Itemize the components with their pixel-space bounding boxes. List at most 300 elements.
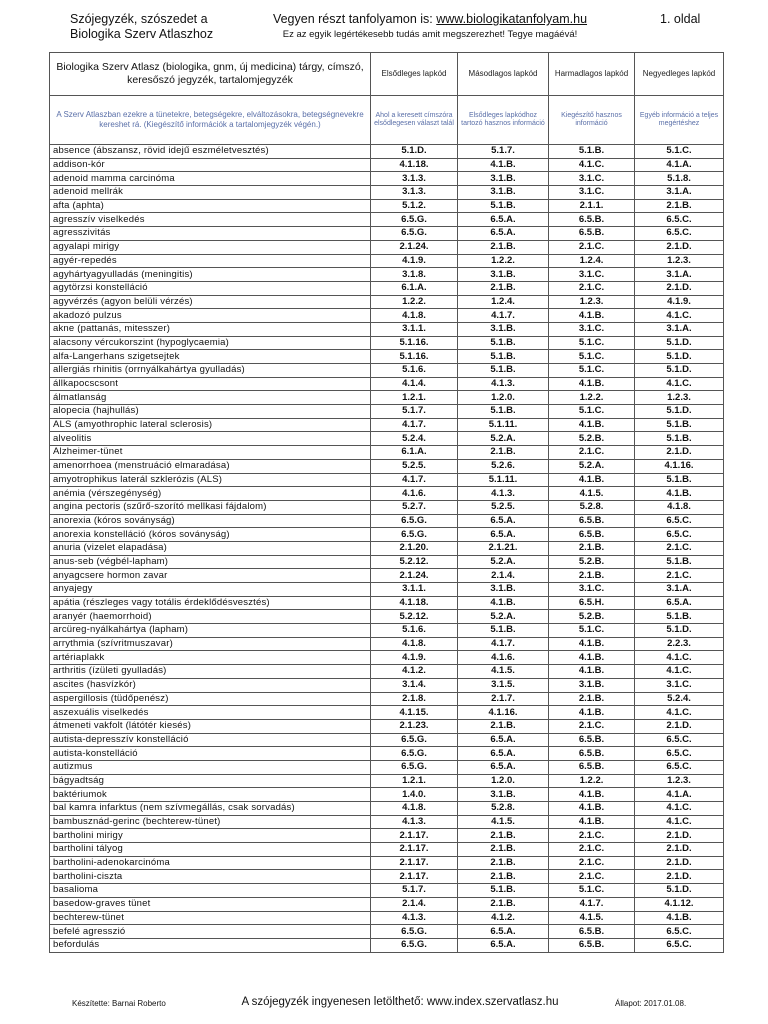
code-cell: 6.5.B.: [549, 227, 635, 241]
table-row: [50, 541, 724, 555]
subheader-tertiary: Kiegészítő hasznos információ: [549, 96, 635, 145]
code-cell: 2.1.C.: [549, 719, 635, 733]
code-cell: 2.1.7.: [458, 692, 549, 706]
header-course-prefix: Vegyen részt tanfolyamon is:: [272, 12, 433, 26]
term-cell: állkapocscsont: [50, 377, 371, 391]
term-cell: akne (pattanás, mitesszer): [50, 322, 371, 336]
code-cell: 6.5.G.: [371, 514, 458, 528]
term-cell: átmeneti vakfolt (látótér kiesés): [50, 719, 371, 733]
term-cell: adenoid mamma carcinóma: [50, 172, 371, 186]
code-cell: 5.1.C.: [549, 336, 635, 350]
code-cell: 2.1.B.: [635, 199, 724, 213]
code-cell: 4.1.B.: [549, 788, 635, 802]
table-row: [50, 555, 724, 569]
code-cell: 4.1.C.: [635, 665, 724, 679]
code-cell: 3.1.3.: [371, 186, 458, 200]
code-cell: 4.1.5.: [458, 815, 549, 829]
code-cell: 1.2.0.: [458, 391, 549, 405]
code-cell: 5.1.D.: [635, 336, 724, 350]
table-row: [50, 802, 724, 816]
term-cell: autista-konstelláció: [50, 747, 371, 761]
code-cell: 4.1.C.: [635, 377, 724, 391]
term-cell: arrythmia (szívritmuszavar): [50, 637, 371, 651]
table-row: [50, 583, 724, 597]
code-cell: 2.1.C.: [549, 829, 635, 843]
code-cell: 5.1.D.: [371, 145, 458, 159]
code-cell: 3.1.B.: [458, 172, 549, 186]
code-cell: 5.1.7.: [371, 405, 458, 419]
table-row: [50, 884, 724, 898]
code-cell: 5.2.12.: [371, 610, 458, 624]
code-cell: 2.1.1.: [549, 199, 635, 213]
code-cell: 5.1.D.: [635, 350, 724, 364]
code-cell: 6.5.C.: [635, 227, 724, 241]
code-cell: 6.5.C.: [635, 733, 724, 747]
code-cell: 4.1.C.: [635, 706, 724, 720]
term-cell: bartholini-ciszta: [50, 870, 371, 884]
code-cell: 3.1.C.: [635, 678, 724, 692]
table-note: A Szerv Atlaszban ezekre a tünetekre, betegségekre, elváltozásokra, betegségnevekre kereshet rá. (Kiegészítő információk a tartalomjegyzék végén.): [50, 96, 371, 145]
code-cell: 6.5.C.: [635, 514, 724, 528]
code-cell: 6.5.G.: [371, 213, 458, 227]
term-cell: anémia (vérszegénység): [50, 487, 371, 501]
table-row: [50, 843, 724, 857]
table-row: [50, 747, 724, 761]
code-cell: 5.1.C.: [635, 145, 724, 159]
code-cell: 5.2.B.: [549, 432, 635, 446]
table-row: [50, 459, 724, 473]
code-cell: 4.1.8.: [635, 500, 724, 514]
index-table: [49, 52, 724, 953]
code-cell: 6.5.A.: [458, 528, 549, 542]
code-cell: 3.1.A.: [635, 268, 724, 282]
subheader-secondary: Elsődleges lapkódhoz tartozó hasznos információ: [458, 96, 549, 145]
code-cell: 6.5.C.: [635, 938, 724, 952]
code-cell: 6.5.A.: [458, 760, 549, 774]
code-cell: 4.1.B.: [549, 815, 635, 829]
term-cell: alopecia (hajhullás): [50, 405, 371, 419]
term-cell: bágyadtság: [50, 774, 371, 788]
term-cell: allergiás rhinitis (orrnyálkahártya gyulladás): [50, 364, 371, 378]
code-cell: 4.1.3.: [371, 911, 458, 925]
code-cell: 5.2.5.: [458, 500, 549, 514]
table-row: [50, 897, 724, 911]
footer-status-date: Állapot: 2017.01.08.: [615, 999, 687, 1008]
code-cell: 3.1.C.: [549, 268, 635, 282]
code-cell: 2.1.B.: [458, 281, 549, 295]
code-cell: 2.1.4.: [458, 569, 549, 583]
code-cell: 5.2.8.: [549, 500, 635, 514]
code-cell: 2.1.23.: [371, 719, 458, 733]
term-cell: agresszív viselkedés: [50, 213, 371, 227]
table-body: [50, 145, 724, 953]
code-cell: 6.5.C.: [635, 925, 724, 939]
code-cell: 2.1.D.: [635, 446, 724, 460]
code-cell: 6.5.B.: [549, 733, 635, 747]
term-cell: anuria (vizelet elapadása): [50, 541, 371, 555]
code-cell: 5.2.8.: [458, 802, 549, 816]
term-cell: bartholini tályog: [50, 843, 371, 857]
code-cell: 3.1.A.: [635, 322, 724, 336]
column-header-quaternary: Negyedleges lapkód: [635, 53, 724, 96]
code-cell: 4.1.9.: [635, 295, 724, 309]
code-cell: 5.1.16.: [371, 336, 458, 350]
code-cell: 6.5.A.: [458, 213, 549, 227]
code-cell: 4.1.7.: [371, 473, 458, 487]
code-cell: 3.1.A.: [635, 583, 724, 597]
table-row: [50, 487, 724, 501]
table-row: [50, 281, 724, 295]
code-cell: 6.5.G.: [371, 747, 458, 761]
term-cell: baktériumok: [50, 788, 371, 802]
code-cell: 4.1.18.: [371, 158, 458, 172]
code-cell: 2.1.21.: [458, 541, 549, 555]
code-cell: 5.1.B.: [458, 405, 549, 419]
term-cell: agyvérzés (agyon belüli vérzés): [50, 295, 371, 309]
code-cell: 5.1.B.: [635, 418, 724, 432]
code-cell: 6.5.A.: [635, 596, 724, 610]
code-cell: 5.1.6.: [371, 624, 458, 638]
table-row: [50, 514, 724, 528]
term-cell: Alzheimer-tünet: [50, 446, 371, 460]
code-cell: 2.2.3.: [635, 637, 724, 651]
code-cell: 5.1.8.: [635, 172, 724, 186]
document-header-center: [230, 12, 630, 42]
code-cell: 4.1.8.: [371, 309, 458, 323]
code-cell: 4.1.B.: [458, 596, 549, 610]
code-cell: 1.2.2.: [371, 295, 458, 309]
code-cell: 2.1.17.: [371, 829, 458, 843]
term-cell: autizmus: [50, 760, 371, 774]
table-row: [50, 186, 724, 200]
code-cell: 4.1.7.: [458, 309, 549, 323]
table-row: [50, 158, 724, 172]
code-cell: 6.5.A.: [458, 514, 549, 528]
code-cell: 1.2.3.: [635, 254, 724, 268]
code-cell: 5.2.A.: [458, 432, 549, 446]
code-cell: 4.1.B.: [549, 309, 635, 323]
term-cell: bartholini mirigy: [50, 829, 371, 843]
table-row: [50, 309, 724, 323]
code-cell: 6.5.G.: [371, 938, 458, 952]
code-cell: 5.1.C.: [549, 405, 635, 419]
code-cell: 4.1.5.: [549, 487, 635, 501]
code-cell: 1.2.2.: [549, 774, 635, 788]
code-cell: 2.1.B.: [458, 856, 549, 870]
code-cell: 5.1.7.: [458, 145, 549, 159]
table-row: [50, 268, 724, 282]
footer-download-note: A szójegyzék ingyenesen letölthető: www.index.szervatlasz.hu: [241, 996, 559, 1008]
code-cell: 6.5.B.: [549, 938, 635, 952]
code-cell: 3.1.C.: [549, 583, 635, 597]
code-cell: 6.5.B.: [549, 747, 635, 761]
code-cell: 5.2.4.: [635, 692, 724, 706]
code-cell: 4.1.B.: [549, 665, 635, 679]
code-cell: 2.1.D.: [635, 240, 724, 254]
code-cell: 4.1.B.: [549, 377, 635, 391]
code-cell: 4.1.C.: [549, 158, 635, 172]
term-cell: autista-depresszív konstelláció: [50, 733, 371, 747]
code-cell: 2.1.B.: [458, 446, 549, 460]
table-row: [50, 405, 724, 419]
term-cell: befelé agresszió: [50, 925, 371, 939]
table-row: [50, 364, 724, 378]
code-cell: 5.1.11.: [458, 473, 549, 487]
code-cell: 4.1.B.: [458, 158, 549, 172]
table-row: [50, 528, 724, 542]
code-cell: 4.1.B.: [549, 473, 635, 487]
code-cell: 1.2.3.: [635, 391, 724, 405]
code-cell: 5.1.D.: [635, 405, 724, 419]
document-header-left: [70, 12, 213, 42]
table-row: [50, 145, 724, 159]
code-cell: 2.1.20.: [371, 541, 458, 555]
code-cell: 2.1.C.: [549, 856, 635, 870]
code-cell: 5.2.12.: [371, 555, 458, 569]
code-cell: 4.1.B.: [549, 637, 635, 651]
table-row: [50, 377, 724, 391]
code-cell: 2.1.C.: [549, 843, 635, 857]
term-cell: anyajegy: [50, 583, 371, 597]
code-cell: 3.1.C.: [549, 186, 635, 200]
code-cell: 5.2.A.: [549, 459, 635, 473]
code-cell: 4.1.A.: [635, 158, 724, 172]
code-cell: 3.1.1.: [371, 583, 458, 597]
table-row: [50, 227, 724, 241]
term-cell: apátia (részleges vagy totális érdeklődésvesztés): [50, 596, 371, 610]
column-header-secondary: Másodlagos lapkód: [458, 53, 549, 96]
code-cell: 3.1.1.: [371, 322, 458, 336]
term-cell: absence (ábszansz, rövid idejű eszméletvesztés): [50, 145, 371, 159]
code-cell: 6.5.A.: [458, 938, 549, 952]
term-cell: adenoid mellrák: [50, 186, 371, 200]
table-row: [50, 199, 724, 213]
code-cell: 6.5.C.: [635, 528, 724, 542]
code-cell: 5.2.4.: [371, 432, 458, 446]
code-cell: 3.1.B.: [549, 678, 635, 692]
code-cell: 6.5.A.: [458, 747, 549, 761]
code-cell: 1.2.2.: [549, 391, 635, 405]
code-cell: 6.5.G.: [371, 528, 458, 542]
term-cell: befordulás: [50, 938, 371, 952]
table-row: [50, 596, 724, 610]
term-cell: basedow-graves tünet: [50, 897, 371, 911]
table-row: [50, 172, 724, 186]
table-row: [50, 815, 724, 829]
code-cell: 1.4.0.: [371, 788, 458, 802]
code-cell: 6.5.B.: [549, 528, 635, 542]
table-row: [50, 391, 724, 405]
footer-author: Készítette: Barnai Roberto: [72, 999, 166, 1008]
term-cell: bechterew-tünet: [50, 911, 371, 925]
code-cell: 5.1.C.: [549, 350, 635, 364]
code-cell: 3.1.8.: [371, 268, 458, 282]
term-cell: anorexia (kóros soványság): [50, 514, 371, 528]
table-row: [50, 473, 724, 487]
code-cell: 3.1.B.: [458, 788, 549, 802]
term-cell: artériaplakk: [50, 651, 371, 665]
code-cell: 2.1.B.: [458, 897, 549, 911]
term-cell: arthritis (ízületi gyulladás): [50, 665, 371, 679]
column-header-tertiary: Harmadlagos lapkód: [549, 53, 635, 96]
code-cell: 4.1.16.: [635, 459, 724, 473]
code-cell: 2.1.24.: [371, 240, 458, 254]
code-cell: 5.2.7.: [371, 500, 458, 514]
code-cell: 4.1.6.: [458, 651, 549, 665]
header-title-line2: Biologika Szerv Atlaszhoz: [70, 27, 214, 41]
code-cell: 2.1.4.: [371, 897, 458, 911]
code-cell: 2.1.D.: [635, 843, 724, 857]
table-row: [50, 624, 724, 638]
code-cell: 4.1.7.: [458, 637, 549, 651]
table-row: [50, 295, 724, 309]
table-row: [50, 829, 724, 843]
table-row: [50, 870, 724, 884]
code-cell: 2.1.17.: [371, 856, 458, 870]
code-cell: 2.1.B.: [549, 692, 635, 706]
code-cell: 2.1.C.: [549, 281, 635, 295]
header-title-line1: Szójegyzék, szószedet a: [70, 12, 208, 26]
code-cell: 4.1.8.: [371, 637, 458, 651]
table-row: [50, 719, 724, 733]
term-cell: alfa-Langerhans szigetsejtek: [50, 350, 371, 364]
code-cell: 5.2.A.: [458, 555, 549, 569]
code-cell: 2.1.B.: [458, 829, 549, 843]
code-cell: 6.5.A.: [458, 227, 549, 241]
code-cell: 5.2.6.: [458, 459, 549, 473]
table-row: [50, 678, 724, 692]
code-cell: 4.1.12.: [635, 897, 724, 911]
code-cell: 4.1.3.: [458, 487, 549, 501]
term-cell: amenorrhoea (menstruáció elmaradása): [50, 459, 371, 473]
code-cell: 4.1.B.: [635, 487, 724, 501]
code-cell: 4.1.18.: [371, 596, 458, 610]
code-cell: 4.1.2.: [371, 665, 458, 679]
table-row: [50, 665, 724, 679]
term-cell: agyhártyagyulladás (meningitis): [50, 268, 371, 282]
code-cell: 2.1.C.: [549, 240, 635, 254]
code-cell: 6.1.A.: [371, 446, 458, 460]
table-row: [50, 254, 724, 268]
code-cell: 5.2.B.: [549, 610, 635, 624]
table-row: [50, 760, 724, 774]
code-cell: 4.1.9.: [371, 651, 458, 665]
code-cell: 4.1.3.: [458, 377, 549, 391]
code-cell: 1.2.1.: [371, 391, 458, 405]
code-cell: 6.5.G.: [371, 760, 458, 774]
table-row: [50, 432, 724, 446]
code-cell: 2.1.17.: [371, 870, 458, 884]
table-row: [50, 733, 724, 747]
document-footer: [0, 996, 768, 1012]
code-cell: 3.1.B.: [458, 322, 549, 336]
code-cell: 4.1.3.: [371, 815, 458, 829]
code-cell: 3.1.B.: [458, 268, 549, 282]
code-cell: 5.1.B.: [458, 199, 549, 213]
code-cell: 2.1.C.: [635, 569, 724, 583]
code-cell: 2.1.C.: [549, 446, 635, 460]
code-cell: 5.1.B.: [458, 336, 549, 350]
code-cell: 4.1.B.: [635, 911, 724, 925]
table-row: [50, 774, 724, 788]
code-cell: 5.1.D.: [635, 624, 724, 638]
code-cell: 5.1.C.: [549, 624, 635, 638]
code-cell: 3.1.5.: [458, 678, 549, 692]
code-cell: 2.1.D.: [635, 870, 724, 884]
code-cell: 3.1.4.: [371, 678, 458, 692]
code-cell: 1.2.4.: [549, 254, 635, 268]
code-cell: 6.5.A.: [458, 733, 549, 747]
code-cell: 3.1.B.: [458, 186, 549, 200]
code-cell: 5.1.D.: [635, 884, 724, 898]
code-cell: 3.1.B.: [458, 583, 549, 597]
code-cell: 1.2.4.: [458, 295, 549, 309]
code-cell: 6.5.G.: [371, 733, 458, 747]
code-cell: 3.1.C.: [549, 322, 635, 336]
term-cell: álmatlanság: [50, 391, 371, 405]
code-cell: 5.2.B.: [549, 555, 635, 569]
page-number: 1. oldal: [660, 12, 701, 26]
code-cell: 6.5.C.: [635, 213, 724, 227]
table-row: [50, 322, 724, 336]
code-cell: 6.5.B.: [549, 213, 635, 227]
term-cell: arcüreg-nyálkahártya (lapham): [50, 624, 371, 638]
code-cell: 2.1.B.: [458, 843, 549, 857]
code-cell: 5.2.5.: [371, 459, 458, 473]
code-cell: 4.1.7.: [371, 418, 458, 432]
code-cell: 1.2.3.: [635, 774, 724, 788]
table-row: [50, 446, 724, 460]
code-cell: 5.1.D.: [635, 364, 724, 378]
code-cell: 1.2.1.: [371, 774, 458, 788]
table-row: [50, 692, 724, 706]
code-cell: 4.1.8.: [371, 802, 458, 816]
subheader-primary: Ahol a keresett címszóra elsődlegesen választ talál: [371, 96, 458, 145]
column-header-primary: Elsődleges lapkód: [371, 53, 458, 96]
code-cell: 5.1.B.: [635, 610, 724, 624]
code-cell: 6.5.G.: [371, 227, 458, 241]
code-cell: 6.5.H.: [549, 596, 635, 610]
term-cell: alacsony vércukorszint (hypoglycaemia): [50, 336, 371, 350]
table-row: [50, 856, 724, 870]
table-row: [50, 350, 724, 364]
code-cell: 2.1.D.: [635, 281, 724, 295]
code-cell: 2.1.C.: [549, 870, 635, 884]
code-cell: 5.1.11.: [458, 418, 549, 432]
term-cell: anus-seb (végbél-lapham): [50, 555, 371, 569]
code-cell: 4.1.C.: [635, 651, 724, 665]
code-cell: 5.1.16.: [371, 350, 458, 364]
term-cell: agyér-repedés: [50, 254, 371, 268]
code-cell: 4.1.B.: [549, 418, 635, 432]
term-cell: agyalapi mirigy: [50, 240, 371, 254]
term-cell: ascites (hasvízkór): [50, 678, 371, 692]
table-title: Biologika Szerv Atlasz (biologika, gnm, új medicina) tárgy, címszó, keresőszó jegyzék, tartalomjegyzék: [50, 53, 371, 96]
code-cell: 2.1.D.: [635, 719, 724, 733]
term-cell: basalioma: [50, 884, 371, 898]
code-cell: 4.1.9.: [371, 254, 458, 268]
code-cell: 1.2.0.: [458, 774, 549, 788]
course-link[interactable]: www.biologikatanfolyam.hu: [436, 12, 588, 26]
code-cell: 5.1.C.: [549, 884, 635, 898]
table-row: [50, 213, 724, 227]
table-row: [50, 911, 724, 925]
code-cell: 4.1.C.: [635, 815, 724, 829]
table-row: [50, 925, 724, 939]
code-cell: 6.5.B.: [549, 925, 635, 939]
code-cell: 5.1.B.: [635, 555, 724, 569]
table-row: [50, 418, 724, 432]
